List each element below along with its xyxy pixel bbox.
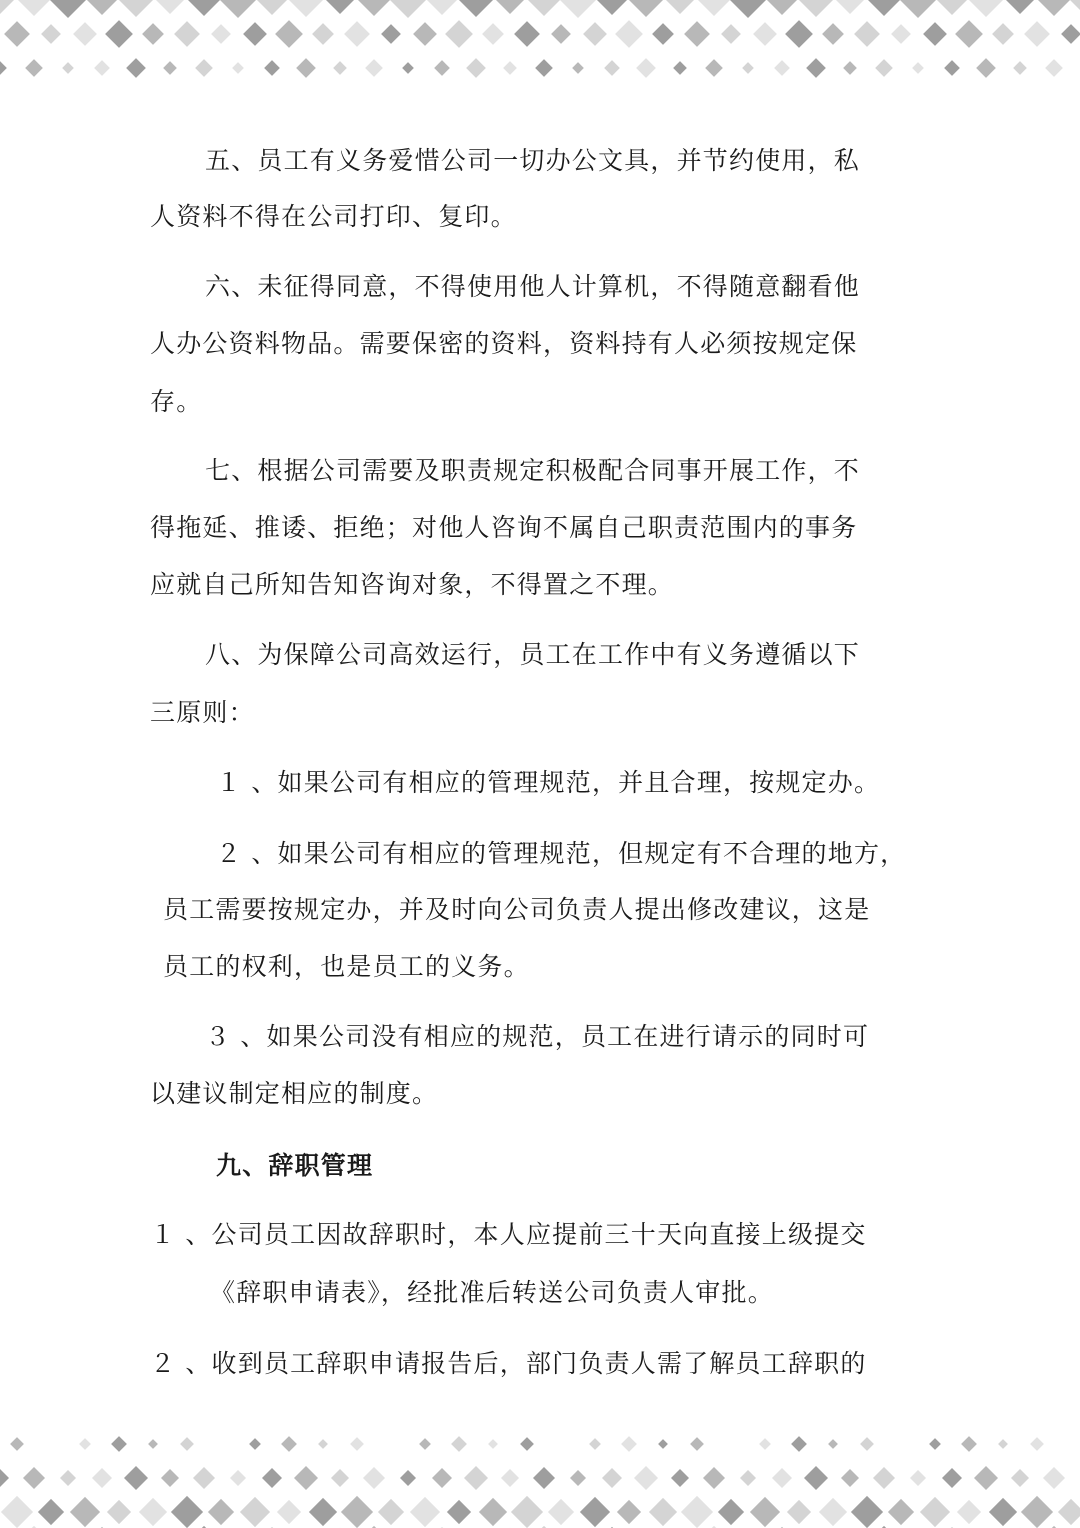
- diamond-shape: [479, 1498, 507, 1526]
- diamond-shape: [671, 1469, 689, 1487]
- diamond-shape: [681, 1496, 713, 1528]
- diamond-shape: [589, 1438, 601, 1450]
- paragraph-8-line-1: 八、为保障公司高效运行，员工在工作中有义务遵循以下: [205, 640, 861, 669]
- paragraph-8-2-line-2: 员工需要按规定办，并及时向公司负责人提出修改建议，这是: [163, 895, 871, 924]
- diamond-shape: [961, 1436, 977, 1452]
- diamond-shape: [79, 1438, 91, 1450]
- diamond-shape: [464, 1466, 488, 1490]
- diamond-shape: [447, 1500, 471, 1524]
- diamond-shape: [294, 1466, 318, 1490]
- diamond-shape: [23, 1467, 45, 1489]
- diamond-shape: [1043, 1467, 1065, 1489]
- diamond-shape: [309, 1498, 337, 1526]
- diamond-shape: [888, 1499, 914, 1525]
- diamond-shape: [649, 1498, 677, 1526]
- diamond-shape: [92, 1468, 112, 1488]
- diamond-shape: [942, 1468, 962, 1488]
- diamond-shape: [111, 1436, 127, 1452]
- diamond-shape: [139, 1498, 167, 1526]
- diamond-shape: [262, 1468, 282, 1488]
- diamond-shape: [281, 1436, 297, 1452]
- diamond-shape: [570, 1470, 586, 1486]
- diamond-shape: [451, 1436, 467, 1452]
- diamond-shape: [791, 1436, 807, 1452]
- diamond-shape: [621, 1436, 637, 1452]
- diamond-shape: [0, 1469, 9, 1487]
- paragraph-5-line-2: 人资料不得在公司打印、复印。: [150, 202, 517, 231]
- diamond-shape: [488, 1439, 498, 1449]
- diamond-shape: [520, 1437, 534, 1451]
- diamond-shape: [10, 1437, 24, 1451]
- diamond-shape: [819, 1498, 847, 1526]
- diamond-shape: [580, 1497, 610, 1527]
- diamond-shape: [363, 1467, 385, 1489]
- paragraph-8-3-line-1: ３ 、如果公司没有相应的规范，员工在进行请示的同时可: [205, 1022, 870, 1051]
- paragraph-7-line-1: 七、根据公司需要及职责规定积极配合同事开展工作，不: [205, 456, 861, 485]
- diamond-shape: [718, 1499, 744, 1525]
- diamond-shape: [193, 1467, 215, 1489]
- diamond-shape: [432, 1468, 452, 1488]
- diamond-shape: [740, 1470, 756, 1486]
- diamond-shape: [860, 1437, 874, 1451]
- paragraph-9-1-line-2: 《辞职申请表》，经批准后转送公司负责人审批。: [210, 1278, 774, 1307]
- diamond-shape: [690, 1437, 704, 1451]
- paragraph-9-1-line-1: １ 、公司员工因故辞职时，本人应提前三十天向直接上级提交: [150, 1220, 867, 1249]
- diamond-shape: [998, 1439, 1008, 1449]
- diamond-shape: [910, 1470, 926, 1486]
- diamond-shape: [920, 1497, 950, 1527]
- paragraph-6-line-3: 存。: [150, 387, 203, 416]
- diamond-shape: [634, 1466, 658, 1490]
- diamond-shape: [331, 1469, 349, 1487]
- diamond-shape: [873, 1467, 895, 1489]
- paragraph-5-line-1: 五、员工有义务爱惜公司一切办公文具，并节约使用，私: [205, 146, 861, 175]
- diamond-shape: [1, 1496, 33, 1528]
- paragraph-8-3-line-2: 以建议制定相应的制度。: [150, 1079, 439, 1108]
- diamond-shape: [1030, 1437, 1044, 1451]
- paragraph-6-line-2: 人办公资料物品。需要保密的资料，资料持有人必须按规定保: [150, 329, 858, 358]
- diamond-shape: [804, 1466, 828, 1490]
- diamond-shape: [851, 1496, 883, 1528]
- section-9-heading: 九、辞职管理: [216, 1151, 374, 1180]
- diamond-shape: [341, 1496, 373, 1528]
- paragraph-8-2-line-3: 员工的权利，也是员工的义务。: [163, 952, 530, 981]
- diamond-shape: [70, 1497, 100, 1527]
- diamond-shape: [107, 1500, 131, 1524]
- diamond-shape: [419, 1438, 431, 1450]
- diamond-shape: [511, 1496, 543, 1528]
- diamond-shape: [378, 1499, 404, 1525]
- diamond-shape: [989, 1498, 1017, 1526]
- diamond-shape: [180, 1437, 194, 1451]
- diamond-shape: [658, 1439, 668, 1449]
- paragraph-6-line-1: 六、未征得同意，不得使用他人计算机，不得随意翻看他: [205, 272, 861, 301]
- diamond-shape: [617, 1500, 641, 1524]
- diamond-pattern-bottom: [0, 1410, 1080, 1528]
- diamond-shape: [38, 1499, 64, 1525]
- diamond-shape: [533, 1467, 555, 1489]
- diamond-shape: [828, 1439, 838, 1449]
- diamond-shape: [400, 1470, 416, 1486]
- diamond-shape: [171, 1496, 203, 1528]
- diamond-shape: [548, 1499, 574, 1525]
- diamond-shape: [841, 1469, 859, 1487]
- diamond-shape: [974, 1466, 998, 1490]
- diamond-shape: [350, 1437, 364, 1451]
- diamond-shape: [318, 1439, 328, 1449]
- diamond-shape: [602, 1468, 622, 1488]
- diamond-shape: [148, 1439, 158, 1449]
- diamond-shape: [929, 1438, 941, 1450]
- diamond-shape: [957, 1500, 981, 1524]
- diamond-shape: [750, 1497, 780, 1527]
- diamond-shape: [772, 1468, 792, 1488]
- bottom-diamond-border: [0, 1410, 1080, 1528]
- diamond-shape: [161, 1469, 179, 1487]
- diamond-shape: [1011, 1469, 1029, 1487]
- paragraph-7-line-2: 得拖延、推诿、拒绝；对他人咨询不属自己职责范围内的事务: [150, 513, 858, 542]
- diamond-shape: [240, 1497, 270, 1527]
- diamond-shape: [410, 1497, 440, 1527]
- diamond-shape: [208, 1499, 234, 1525]
- diamond-shape: [759, 1438, 771, 1450]
- paragraph-7-line-3: 应就自己所知告知咨询对象，不得置之不理。: [150, 570, 675, 599]
- paragraph-8-1-line-1: １ 、如果公司有相应的管理规范，并且合理，按规定办。: [216, 768, 881, 797]
- diamond-shape: [60, 1470, 76, 1486]
- paragraph-8-line-2: 三原则：: [150, 698, 255, 727]
- diamond-shape: [703, 1467, 725, 1489]
- diamond-shape: [787, 1500, 811, 1524]
- diamond-shape: [501, 1469, 519, 1487]
- paragraph-9-2-line-1: ２ 、收到员工辞职申请报告后，部门负责人需了解员工辞职的: [150, 1349, 867, 1378]
- paragraph-8-2-line-1: ２ 、如果公司有相应的管理规范，但规定有不合理的地方，: [216, 839, 907, 868]
- diamond-shape: [249, 1438, 261, 1450]
- diamond-shape: [1021, 1496, 1053, 1528]
- diamond-shape: [124, 1466, 148, 1490]
- diamond-shape: [1058, 1499, 1080, 1525]
- diamond-shape: [277, 1500, 301, 1524]
- diamond-shape: [230, 1470, 246, 1486]
